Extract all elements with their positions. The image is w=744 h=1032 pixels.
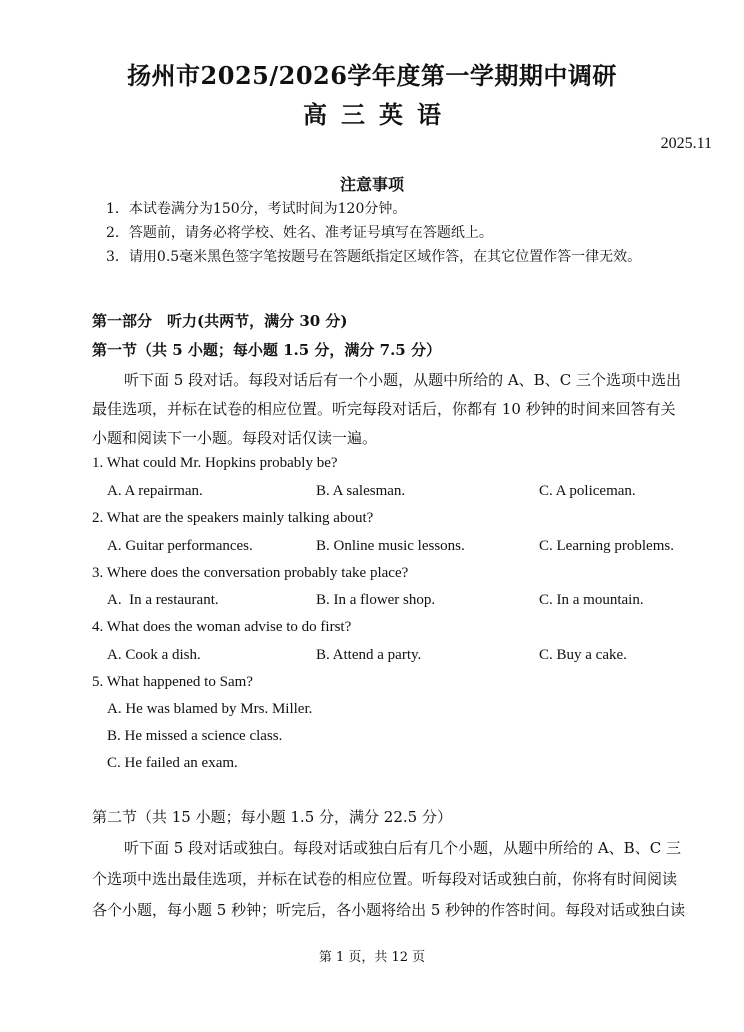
exam-subject: 高三英语 <box>303 100 455 129</box>
question-stem: 1. What could Mr. Hopkins probably be? <box>92 455 338 471</box>
question-stem: 3. Where does the conversation probably take place? <box>92 565 409 581</box>
option-b: B. Attend a party. <box>316 647 422 663</box>
section2-heading: 第二节（共 15 小题；每小题 1.5 分，满分 22.5 分） <box>92 808 452 826</box>
option-c: C. In a mountain. <box>539 592 644 608</box>
option-a: A. A repairman. <box>107 483 203 499</box>
section1-instruction: 小题和阅读下一小题。每段对话仅读一遍。 <box>92 429 378 447</box>
option-a: A. Guitar performances. <box>107 538 253 554</box>
page-footer: 第 1 页，共 12 页 <box>318 950 426 965</box>
option-c: C. He failed an exam. <box>107 755 238 771</box>
option-c: C. Buy a cake. <box>539 647 627 663</box>
section1-heading: 第一节（共 5 小题；每小题 1.5 分，满分 7.5 分） <box>92 341 441 359</box>
option-c: C. A policeman. <box>539 483 636 499</box>
section1-instruction: 听下面 5 段对话。每段对话后有一个小题，从题中所给的 A、B、C 三个选项中选出 <box>124 371 681 389</box>
notice-item: 1．本试卷满分为150分，考试时间为120分钟。 <box>106 201 407 217</box>
option-c: C. Learning problems. <box>539 538 674 554</box>
section2-instruction: 个选项中选出最佳选项，并标在试卷的相应位置。听每段对话或独白前，你将有时间阅读 <box>92 870 678 888</box>
part1-heading: 第一部分 听力(共两节，满分 30 分) <box>92 312 348 330</box>
section1-instruction: 最佳选项，并标在试卷的相应位置。听完每段对话后，你都有 10 秒钟的时间来回答有关 <box>92 400 676 418</box>
section2-instruction: 各个小题，每小题 5 秒钟；听完后，各小题将给出 5 秒钟的作答时间。每段对话或独白读 <box>92 901 686 919</box>
option-b: B. A salesman. <box>316 483 406 499</box>
option-a: A. He was blamed by Mrs. Miller. <box>107 701 313 717</box>
option-a: A. Cook a dish. <box>107 647 201 663</box>
question-stem: 5. What happened to Sam? <box>92 674 253 690</box>
notice-heading: 注意事项 <box>339 175 404 194</box>
exam-title: 扬州市2025/2026学年度第一学期期中调研 <box>127 61 617 90</box>
exam-date: 2025.11 <box>660 135 712 152</box>
option-b: B. Online music lessons. <box>316 538 465 554</box>
question-stem: 4. What does the woman advise to do first? <box>92 619 352 635</box>
option-a: A. In a restaurant. <box>107 592 219 608</box>
notice-item: 2．答题前，请务必将学校、姓名、准考证号填写在答题纸上。 <box>106 225 493 241</box>
option-b: B. In a flower shop. <box>316 592 436 608</box>
option-b: B. He missed a science class. <box>107 728 283 744</box>
section2-instruction: 听下面 5 段对话或独白。每段对话或独白后有几个小题，从题中所给的 A、B、C 三 <box>124 839 681 857</box>
question-stem: 2. What are the speakers mainly talking about? <box>92 510 374 526</box>
notice-item: 3．请用0.5毫米黑色签字笔按题号在答题纸指定区域作答，在其它位置作答一律无效。 <box>106 249 642 265</box>
